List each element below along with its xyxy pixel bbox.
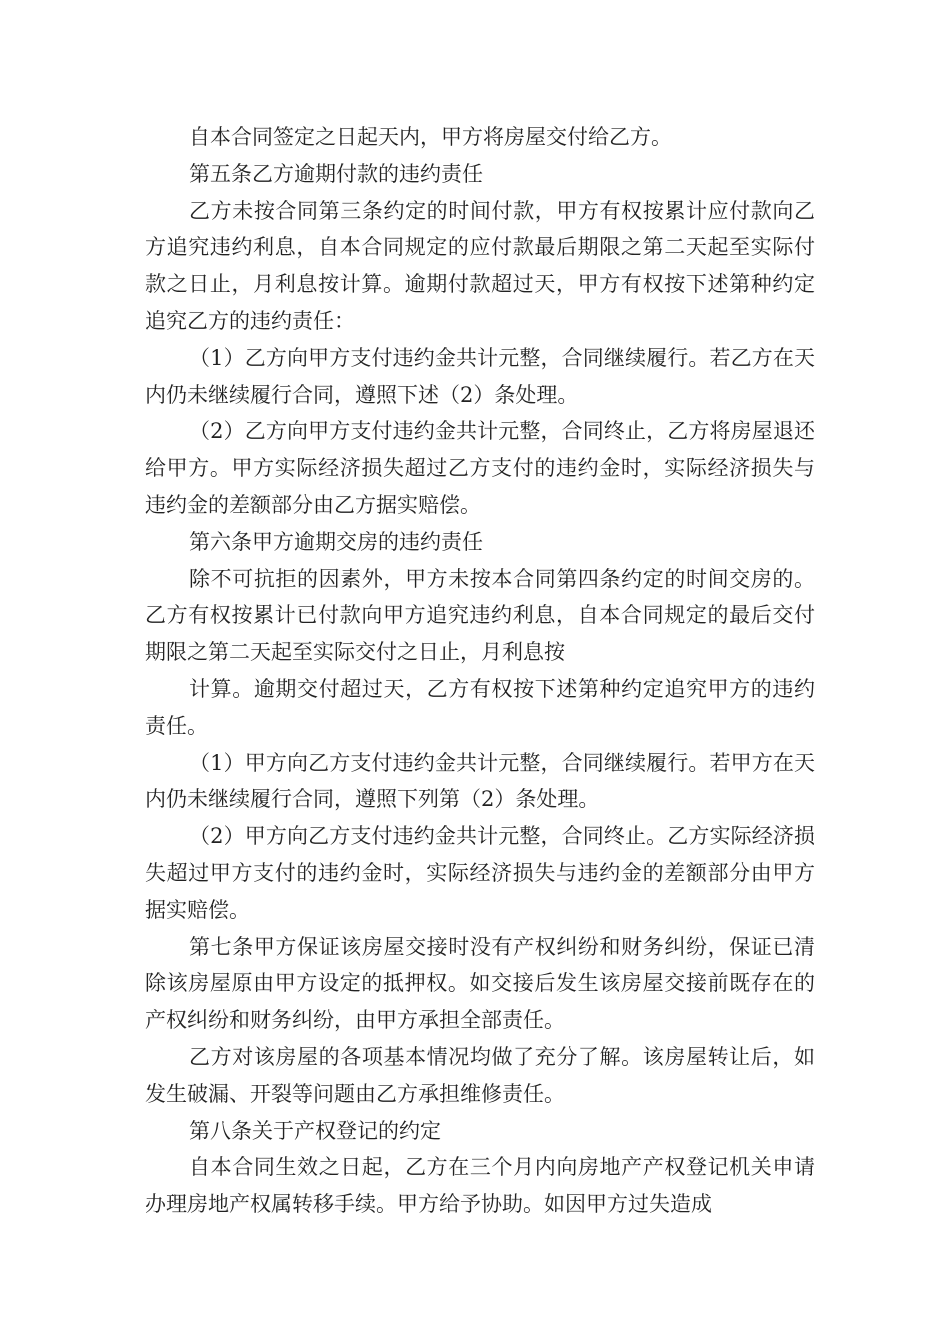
paragraph-article-5-body: 乙方未按合同第三条约定的时间付款，甲方有权按累计应付款向乙方追究违约利息，自本合同规定的应付款最后期限之第二天起至实际付款之日止，月利息按计算。逾期付款超过天，甲方有权按下述第种约定追究乙方的违约责任：	[145, 198, 815, 333]
paragraph-article-7: 第七条甲方保证该房屋交接时没有产权纠纷和财务纠纷，保证已清除该房屋原由甲方设定的抵押权。如交接后发生该房屋交接前既存在的产权纠纷和财务纠纷，由甲方承担全部责任。	[145, 934, 815, 1033]
paragraph-article-6-item-2: （2）甲方向乙方支付违约金共计元整，合同终止。乙方实际经济损失超过甲方支付的违约金时，实际经济损失与违约金的差额部分由甲方据实赔偿。	[145, 824, 815, 922]
paragraph-delivery-date: 自本合同签定之日起天内，甲方将房屋交付给乙方。	[189, 125, 672, 149]
contract-body-text	[145, 119, 815, 1223]
paragraph-article-7-maintenance: 乙方对该房屋的各项基本情况均做了充分了解。该房屋转让后，如发生破漏、开裂等问题由乙方承担维修责任。	[145, 1044, 815, 1106]
paragraph-article-8-body: 自本合同生效之日起，乙方在三个月内向房地产产权登记机关申请办理房地产权属转移手续。甲方给予协助。如因甲方过失造成	[145, 1155, 815, 1217]
heading-article-8: 第八条关于产权登记的约定	[189, 1118, 441, 1143]
paragraph-article-6-body: 除不可抗拒的因素外，甲方未按本合同第四条约定的时间交房的。乙方有权按累计已付款向甲方追究违约利息，自本合同规定的最后交付期限之第二天起至实际交付之日止，月利息按	[145, 566, 815, 665]
heading-article-5: 第五条乙方逾期付款的违约责任	[189, 161, 483, 186]
heading-article-6: 第六条甲方逾期交房的违约责任	[189, 529, 483, 554]
paragraph-article-6-continued: 计算。逾期交付超过天，乙方有权按下述第种约定追究甲方的违约责任。	[145, 676, 815, 738]
paragraph-article-5-item-1: （1）乙方向甲方支付违约金共计元整，合同继续履行。若乙方在天内仍未继续履行合同，遵照下述（2）条处理。	[145, 345, 815, 407]
paragraph-article-5-item-2: （2）乙方向甲方支付违约金共计元整，合同终止，乙方将房屋退还给甲方。甲方实际经济损失超过乙方支付的违约金时，实际经济损失与违约金的差额部分由乙方据实赔偿。	[145, 419, 815, 517]
paragraph-article-6-item-1: （1）甲方向乙方支付违约金共计元整，合同继续履行。若甲方在天内仍未继续履行合同，遵照下列第（2）条处理。	[145, 750, 815, 812]
